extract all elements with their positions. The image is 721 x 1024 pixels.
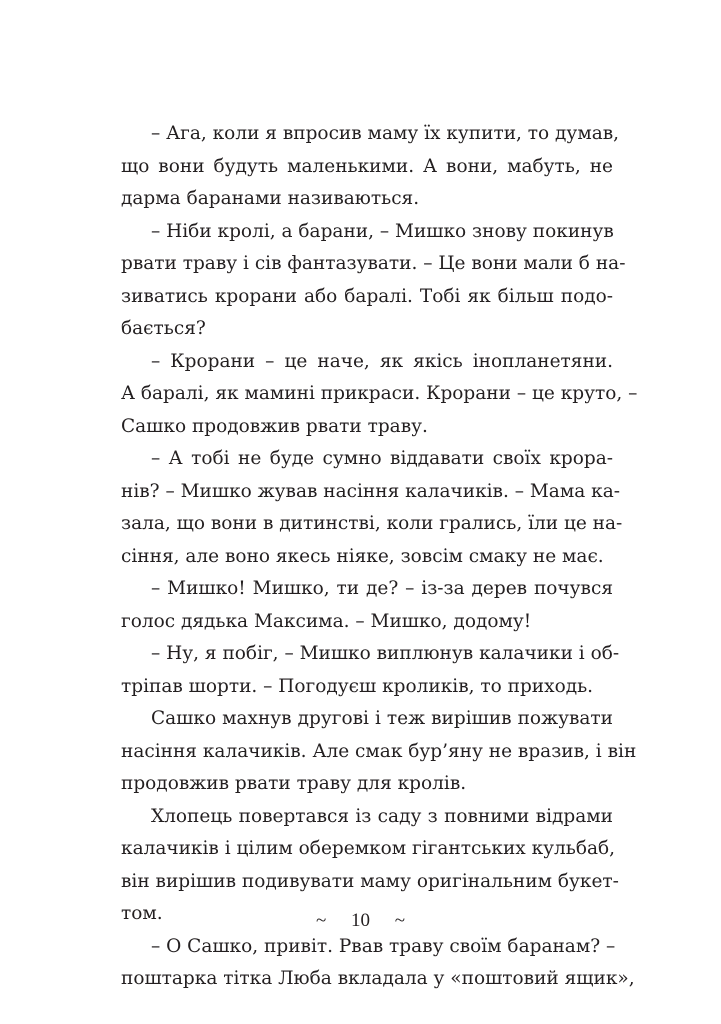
text-line: – Крорани – це наче, як якісь інопланетяни. [151,350,613,372]
text-line: продовжив рвати траву для кролів. [121,773,467,794]
page-footer [0,910,721,932]
text-line: сіння, але воно якесь ніяке, зовсім смаку не має. [121,545,604,567]
text-line: – А тобі не буде сумно віддавати своїх крора- [151,448,613,469]
text-line: – Ну, я побіг, – Мишко виплюнув калачики і об- [151,643,620,664]
text-line: дарма баранами називаються. [121,188,420,209]
text-line: Сашко махнув другові і теж вирішив пожувати [151,708,613,729]
text-line: він вирішив подивувати маму оригінальним букет- [121,870,619,892]
text-line: поштарка тітка Люба вкладала у «поштовий ящик», [121,968,635,989]
footer-ornament-left: ~ [315,910,327,931]
text-line: Хлопець повертався із саду з повними відрами [151,805,613,827]
text-line: рвати траву і сів фантазувати. – Це вони мали б на- [121,253,626,274]
text-line: бається? [121,318,206,339]
text-line: – Ага, коли я впросив маму їх купити, то думав, [151,123,620,144]
text-line: том. [121,903,163,924]
text-line: зиватись крорани або баралі. Тобі як більш подо- [121,285,613,307]
footer-ornament-right: ~ [394,910,406,931]
text-line: що вони будуть маленькими. А вони, мабуть, не [121,155,613,177]
text-line: голос дядька Максима. – Мишко, додому! [121,610,532,632]
text-line: – Мишко! Мишко, ти де? – із-за дерев почувся [151,578,613,599]
text-line: калачиків і цілим оберемком гігантських кульбаб, [121,838,616,859]
text-line: – О Сашко, привіт. Рвав траву своїм баранам? – [151,935,616,957]
body-text [121,118,638,996]
text-line: – Ніби кролі, а барани, – Мишко знову покинув [151,220,614,242]
page-number: 10 [351,910,370,931]
text-line: нів? – Мишко жував насіння калачиків. – Мама ка- [121,480,620,502]
text-line: зала, що вони в дитинстві, коли грались, їли це на- [121,513,623,534]
text-line: А баралі, як мамині прикраси. Крорани – це круто, – [121,383,638,404]
text-line: тріпав шорти. – Погодуєш кроликів, то приходь. [121,675,594,697]
text-line: Сашко продовжив рвати траву. [121,415,428,437]
text-line: насіння калачиків. Але смак бур’яну не вразив, і він [121,740,637,762]
